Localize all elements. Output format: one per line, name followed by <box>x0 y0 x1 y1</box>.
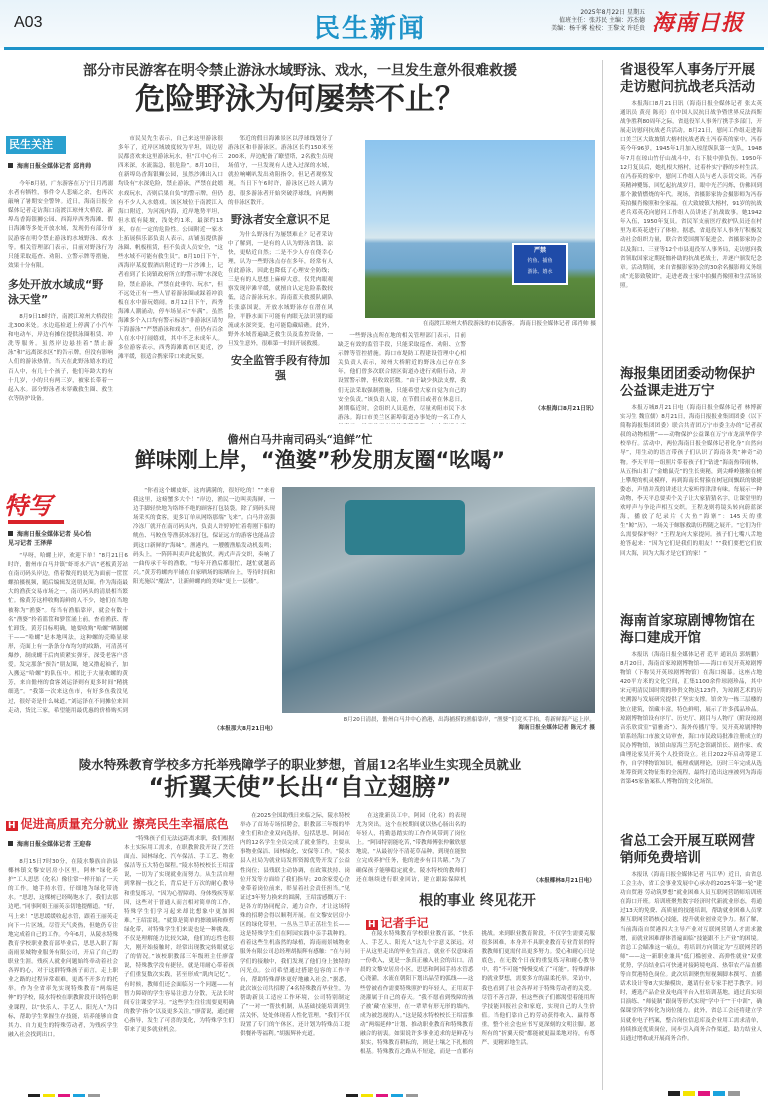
banner-tag: H <box>8 821 16 831</box>
sidebar-3-body: 本报讯（海南日报全媒体记者 范平 通讯员 郭炳鹏）8月20日，海南首家琼剧博物馆——海口市吴开英琼剧博物馆（下称吴开英琼剧博物馆）在海口揭幕。这座占地420平方米的文化空间，汇集1100余件琼剧珍品，其中宋元明清民国时期的珍贵文物达123件，为琼剧艺术的历史溯源与发展研究提供了坚实支撑。馆舍为一栋三层楼的独立建筑，馆藏丰富，特色鲜明，展示了许多孤品珍品。琼剧博物馆设有序厅、历史厅、剧目与人物厅（附设琼剧音乐欣赏室“留雅斋”）、海外传播厅等。吴开英琼剧博物馆系经海口市旅文局审查，海口市民政局批准注册成立的民办博物馆，该馆由原海兰芳纪念馆副馆长、剧作家、戏曲理论家吴开英个人投资设立。社日2022年启动筹建工作，自学博物馆知识，梳理戏剧理论，历时三年完成从选址筹资到文物征集的全流程，最终打造出这座被列为海南省第45家备案私人博物馆的文化场馆。 <box>620 652 762 786</box>
story2-body-1: “早呀，哈螺上岸，欢迎下单！”8月21日6时许，儋州市白马井镇“虾哥水产店”老板黄芳站在南司码头岸边，借着微亮的晨光为面前一筐筐螺拍摄视频，随后编辑发送朋友圈。作为海南最大的渔获交易市场之一，南司码头的清晨相当繁忙。像黄芳这样收购海鲜的人不少，她们在当地被称为“渔婆”。每当有渔船靠岸，就会有数十名“渔婆”拎着篮筐和箩筐涌上前，查看渔获、帮忙卸货。黄芳目标明确，她要收购“哈螺”晒制螺干——“哈螺”是本地叫法，这种螺的壳略显球形，壳面上有一条条分布均匀的纹路，可清蒸可爆炒，制成螺干后肉质紧实弹牙，深受老客户喜爱。发完那条“预告”朋友圈，她又撸起袖子，加入搬运“哈螺”的队伍中。相比于大量收螺的黄芳，来自儋州的食客刘运泽则有更多时间“精挑细选”。“我第一次来这鱼市，有好多鱼我没见过，很好奇是什么味道。”刘运泽在不同摊位来回走动，货比三家，希望能用最优惠的价格购买到 <box>8 553 128 714</box>
sidebar-4-title: 省总工会开展互联网营销师免费培训 <box>620 833 755 866</box>
story3-body-4: 在这批新员工中，阿园（化名）的表现尤为突出。这个在校期间就以热心肠出名的年轻人，将勤恳踏实的工作作风带到了岗位上。“阿园特别能吃苦，”带教师傅张仲徽欣慰地说，“从最初分不清花草品种，到现在能独立完成养护任务，他的进步有目共睹。”为了确保孩子能够稳定就业，陵水特校的教师们还在继续进行职业回访，建立跟踪保障机 <box>356 813 466 883</box>
story1-body-5: 一些野泳点所在地的相关管理部门表示，目前缺乏有效的监管手段，只能采取巡查、劝阻、立警示牌等管控措施。海口市堤防工程建设管理中心相关负责人表示，琼州大桥附近的野泳点已存在多年，他们曾多次联合辖区街道办进行劝阻行动，并设置警示牌，但收效甚微。“由于缺少执法支撑，我们无法采取强制措施，只能希望大家自觉为自己的安全负责。”该负责人说，在节假日或者在休息日，暑期临近时，会组织人员巡查，尽量劝阻市民下水游泳。海口市美兰区新埠街道办事处的一名工作人 <box>338 333 466 421</box>
story1-byline: 海南日报全媒体记者 邱肖帅 <box>8 162 118 171</box>
story1-title: 危险野泳为何屡禁不止？ <box>135 82 465 117</box>
sidebar-4-body: 本报讯（海南日报全媒体记者 马江华）近日，由省总工会主办，省工会事业发展中心承办的2025年第一轮“建功自贸港 劳动筑梦想”就业困难人员互联网营销师培训班在海口开班。培训班聚焦数字经济时代新就业形态，将通过13天的免费、高质量的技能培训，帮助就业困难人员掌握互联网营销核心技能，提升就业创业竞争力。据了解，当前海南自贸港四大主导产业对互联网营销人才需求激增，而就业困难群体普遍面临“技能跟不上产业”的困境。省总工会瞄准这一痛点，将培训方向锁定为“互联网营销师”——这一新职业兼具“低门槛创业、高弹性就业”双重优势，学员结业后可快速对接跨境电商、热带农产品直播等自贸港特色岗位。此次培训聚焦短视频脚本撰写、直播话术设计等8大实操模块，邀请行业专家手把手教学。同时，遴选产品企业及电商平台入驻培训基地，通过真实项目演练、“师徒制”跟岗等形式实现“学中干”“干中训”，确保课堂所学转化为岗位能力。此外，省总工会还将建立学员就业电子档案，整合岗位信息库及企业用工需求清单，持续推送优质岗位，同步引入商务合作渠道，助力结业人员通过增收或开展商务合作。 <box>620 872 762 1042</box>
story1-body-3: 邻近的假日海滩景区以浮球线划分了游泳区和非游泳区。游泳区长约150米至200米，岸边配备了瞭望塔，2名救生员现场值守，一旦发现有人进入过深的水域，就拉响喇叭发出劝阻指令。但记者观察发现，当日下午6时许，游泳区已经人满为患，很多游泳者开始突破浮球线，向两侧的非泳区散开。 <box>228 136 333 206</box>
story2-col-2 <box>133 487 275 707</box>
story3-body-2: “特殊孩子们无法远距离求职，我们根据本土实际用工需求，在职教阶段开设了烹饪面点、园林绿化、汽车保洁、手工艺、物业保洁等五大特色课程。”陵水特校校长王绍雷说，一切为了实现就业而努力。从生活自理到掌握一技之长，背后是千万次的耐心教导和重复练习。“因为心智障碍、身体残疾等原因，这些对于普通人而言相对简单的工作，特殊学生们学习起来却比想象中更加困难。”王绍雷说。“就算是简单的擦玻璃和修剪绿化带，对特殊学生们来说也是一种挑战。不仅是理解能力比较欠缺，他们的忘性也很大，刚开始接触时，经常出现教完转眼就忘了的情况。”该校职教部三年级班主任廖蕾说，特殊教学没有捷径，就是用耐心带着孩子们重复数次实践，甚至形成“肌肉记忆”。有时候，教师们还会面临另一个问题——有智力障碍的学生容易注意力分散，无法长时间专注课堂学习。“这些学生往往需要更明确的教学‘指令’以及更多关注。”廖蕾说，通过耐心指导，发生了可喜的变化，为特殊学生们带来了更多就业机会。 <box>124 836 234 1033</box>
photo-riverside-swimmers <box>365 140 595 318</box>
story2-kicker: 儋州白马井南司码头“追鲜”忙 <box>227 433 373 446</box>
sidebar-1-body: 本报海口8月21日讯（海南日报全媒体记者 张太英 通讯员 黄亮 陈亮）在中国人民抗日战争暨世界反法西斯战争胜利80周年之际，省退役军人事务厅携手多部门，开展走访慰问抗战老兵活动。8月21日，慰问工作组走进海口美兰区大致坡镇大榕村抗战老战士冯春英的家中。冯春英今年96岁，1945年1月加入琼崖纵队第一支队，1948年7月在琼山竹仔山战斗中，右下肢中弹负伤。1950年12月复员后，她扎根大榕村，过着朴实宁静的乡村生活。在冯春英的家中，慰问工作组人员与老人亲切交谈。冯春英精神矍铄，回忆起抗战岁月，眼中光芒闪烁，仿佛回到那个激情燃烧的年代。现场，省摄影家协会摄影师为冯春英拍摄肖像照和全家福。在大致坡镇大榕村，91岁的抗战老兵邓英花向慰问工作组人员讲述了抗战故事。她1942年入伍，1950年复员。省民军支前医疗救护队员还在村里为邓英花进行了体检。据悉，省退役军人事务厅积极发动社会组织力量，联合省爱国拥军促进会、省摄影家协会以及海口、三亚等12个市县退役军人事务局，走访慰问我省领取国家定期抚恤补助的抗战老战士，并逐户颁发纪念章。活动期间，来自省摄影家协会的30余名摄影师义务组成“光影致敬团”，走进老战士家中拍摄肖像照和生活场景照。 <box>620 101 762 289</box>
note-title: 根的事业 终见花开 <box>419 893 536 909</box>
sidebar-1-title: 省退役军人事务厅开展走访慰问抗战老兵活动 <box>620 62 755 95</box>
newspaper-logo: 海南日报 <box>652 10 745 36</box>
note-header <box>366 912 456 931</box>
header-divider <box>4 47 764 50</box>
story3-col-1 <box>8 858 118 1090</box>
texie-underline <box>8 520 64 524</box>
story1-body-4: 为什么野泳行为屡禁难止？记者采访中了解到，一是有的人认为野泳省钱、凉快，更贴近自然；二是不少人存在侥幸心理，认为一些野泳点存在多年，经常有人在此游泳，因此也降低了心理安全防线；三是有的人思想上麻痹大意，仅凭肉眼观察发现岸滩平缓，就擅自认定危险系数较低，适合游泳玩水。海南蓝天救援队副队长张嘉国说，开放水域野泳存在潜在风险，平静水面下可能有肉眼无法识别的暗流或水深突变，也可能隐藏暗礁。此外，野外水域普遍缺乏救生员及监控设备，一旦发生意外，很难第一时间开展救援。 <box>228 231 333 347</box>
page-number: A03 <box>14 14 43 31</box>
story3-title: “折翼天使”长出“自立翅膀” <box>148 773 452 801</box>
photo-boat <box>345 500 465 555</box>
story1-dateline: （本报海口8月21日讯） <box>534 406 597 412</box>
column-tag-minsheng: 民生关注 <box>6 136 66 154</box>
story1-col-1 <box>8 180 113 420</box>
note-body: 在陵水特殊教育学校职业教育部，“快乐人、手艺人、阳光人”这九个字意义深远。对于从这里走出的毕业生而言，就业不仅意味着一份收入，更是一条真正融入社会的出口。清晨的文黎安居房小区，思思和阿园手持水管悉心浇灌，水流在朝阳下划出晶莹的弧线——这些曾被看作需要特殊照护的年轻人，正用双手浇灌属于自己的春天。“我不愿看到残障的孩子被‘藏’在家里，在一辈辈有形无形的墙内，成为被忽视的人。”这是陵水特校校长王绍雷推动“两端延伸”计划、推动职业教育和特殊教育融合的初衷。如果说许多事业追求的是鲜花与果实，特殊教育耕耘的，则是土壤之下扎根的根基。特殊教育之路从不短途，而是一直都有挑战。来到职业教育阶段，不仅学生需要克服很多困难，本身并不具职业教育专业背景的特教教师们更需付出更多努力。爱心和耐心只是底色，在无数个日夜的重复练习和耐心教导中，将“不可能”慢慢变成了“可能”。特殊群体的就业梦想，需要多方的温柔托举。采访中，我也看到了社会各界对于特殊劳动者的关爱。尽管不善言辞，但这些孩子们都渴望着能用所学技能回报社会和家庭，实现自己的人生价值。当他们靠自己的劳动获得收入、赢得尊重，整个社会也应书写更深刻的文明注脚。愿所有的“折翼天使”都能被更温柔地对待，有尊严、更精彩地生活。 <box>360 931 595 1056</box>
photo2-credit: 海南日报全媒体记者 陈元才 摄 <box>518 725 595 731</box>
story3-byline: 海南日报全媒体记者 王迎春 <box>8 840 128 849</box>
story3-col-3 <box>240 812 350 1095</box>
story2-byline: 海南日报全媒体记者 吴心怡 见习记者 王泽萍 <box>8 530 128 548</box>
story3-col-4 <box>356 812 466 884</box>
sidebar-3-body-wrap <box>620 651 762 803</box>
sidebar-divider <box>602 60 603 1090</box>
story3-col-2 <box>124 835 234 1095</box>
sidebar-1-body-wrap <box>620 100 762 300</box>
photo2-caption: 8月20日清晨，儋州白马井中心渔港，出海捕捞的渔船靠岸，“渔婆”们竞买手抬，将新鲜海产运上岸。 <box>343 717 595 723</box>
note-body-cols <box>360 930 595 1065</box>
note-tag-icon: H <box>368 920 376 930</box>
color-registration-bar-1 <box>28 1084 103 1097</box>
story2-body-2: “你看这个螺皮虾，这肉满满的，很好吃的！”“来看我这里，这螃蟹多大个！”岸边，渔民一边叫卖海鲜，一边手脚轻快地为络绎不绝的顾客打包装袋。除了到码头现场采买的食客，更多订单从网络那端“飞来”。白马井富强冷冻厂就开在南司码头内，负责人许婷婷忙着将刚下船的鱿鱼、马鲛鱼等渔获冰冻打包，保证远方的游客也能品尝到这口新鲜的“海味”。渔港内，一艘艘渔船发动机轰鸣；码头上，一阵阵叫卖声此起彼伏。两式声音交织，奏响了一曲传承千年的渔歌。“每年开渔后都很忙，越忙就越高兴。”黄芳将螺肉平铺在自家晒场的晾晒台上，等待时间和阳光施以“魔法”，让新鲜螺肉的美味“更上一层楼”。 <box>133 488 275 585</box>
sidebar-4-body-wrap <box>620 871 762 1075</box>
note-tag: 记者手记 <box>380 916 429 930</box>
sidebar-2-body-wrap <box>620 404 762 596</box>
warning-sign <box>512 243 568 285</box>
story1-lead: 今年8月初，广东游客在万宁日月湾溺水者有牺牲，事件令人悲痛之余，也再次敲响了暑期安全警钟。近日，海南日报全媒体记者走访海口南渡江琼州大桥段、新埠岛香海银狮公园、西海岸西秀海滩、假日海滩等多处开放水域，发现仍有部分市民游客在明令禁止游泳的水域野泳、戏水等。相关管理部门表示，目前对野泳行为只能采取巡查、劝阻、立警示牌等措施，效果十分有限。 <box>8 181 113 269</box>
sign-line-1: 钓鱼、捕鱼 <box>527 258 553 264</box>
story1-subhead-1: 多处开放水域成“野泳天堂” <box>8 277 104 306</box>
sign-title: 严禁 <box>533 247 546 254</box>
color-registration-bar-2 <box>346 1084 421 1097</box>
story3-dateline: （本报椰林8月21日电） <box>532 878 595 884</box>
story1-body-1: 8月9日18时许，南渡江琼州大桥段往北300米处。水边巡检道上停满了小汽车和电动车，岸边有摊位提供泳圈租赁、冲洗等服务。虽然岸边悬挂着“禁止游泳”和“远离深水区”的告示牌，但没有影响人们的游泳热情。当天在此野泳嬉水的近百人中，有几十个孩子，他们年龄大的有十几岁，小的只有两三岁，被家长带着一起入水。部分野泳者未穿戴救生圈、救生衣等防护设备。 <box>8 313 113 402</box>
section-title: 民生新闻 <box>313 14 426 44</box>
story1-kicker: 部分市民游客在明令禁止游泳水域野泳、戏水，一旦发生意外很难救援 <box>83 63 517 79</box>
editors-line-2: 美编：杨千雾 检校：王黎文 许廷贵 <box>551 25 645 32</box>
story1-body-2: 市民吴先生表示，自己来这里游泳很多年了，近岸区域坡度较为平坦，周边居民都喜欢来这里游泳玩水，但“江中心有三四米深，水流湍急，很危险”。8月10日，在新埠岛香海银狮公园，虽然沙滩出入口均设有“水深危险，禁止游泳，严禁在此嬉水戏玩水，否则后果自负”的警示牌，但仍有不少人入水嬉戏。该区域位于南渡江入海口附近，为河流内海，近岸地势平坦，但水底有陡坡，浅处约1米，最深约13米，存在一定的危险性。公园附近一家水上拓展俱乐部负责人表示，店铺虽提供游泳圈、帆板租赁，但不负责人员安全，“这些水域不可能有救生员”。8月10日下午，西海岸某度假酒店附近的一片沙滩上，记者看到了长岗镇政府所立的警示牌“水深危险，禁止游泳，严禁在此垂钓、玩水”，但不远处正有一些人冒着游泳圈或踩着冲浪板在水中游玩嬉闹。8月12日下午，西秀海滩人潮涌动，停车场显示“车满”。虽然海滩多个入口均有警示标语“非游泳区请勿下海游泳”“严禁游泳和戏水”，但仍有百余人在水中打闹嬉戏，其中不乏未成年人。多位游客表示，西秀海滩离市区更近，沙滩平缓，很适合携家带口来此玩耍。 <box>118 136 223 361</box>
story1-col-3 <box>228 135 333 420</box>
story3-kicker: 陵水特殊教育学校多方托举残障学子的职业梦想，首届12名毕业生实现全员就业 <box>78 757 522 772</box>
photo1-caption: 在南渡江琼州大桥段游泳的市民游客。 海南日报全媒体记者 邱肖帅 摄 <box>422 321 596 327</box>
story2-dateline: （本报那大8月21日电） <box>213 726 276 732</box>
story3-body-1: 8月15日7时30分，在陵水黎族自治县椰林镇文黎安居房小区里，阿林“绿化养护”工人思思（化名）像往常一样开始了一天的工作。她手持水管，仔细地为绿化带浇水。“思思，这棵树已经喝饱水了，我们去那边吧。”同事阿姐王丽英亲切地提醒道。“好，马上来！”思思缓缓收起水管，跟着王丽英走向下一片区域。尽管天气炎热，但她仍专注地完成着自己的工作。今年6月，从陵水特殊教育学校职业教育部毕业后，思思入职了海南雨景城物业服务有限公司，开启了自己的职业生涯。残疾人就业问题始终牵动着社会各界的心，对于这群特殊孩子而言，走上职业之路的过程异常艰难，更离不开多方的托举。作为全省率先实现特殊教育“两端延伸”的学校，陵水特校在职教阶段开设特色职业课程，以“快乐人、手艺人、阳光人”为目标，帮助学生掌握生存技能，培养能够自食其力、自力更生的特殊劳动者，为残疾学生融入社会找到出口。 <box>8 859 118 1038</box>
sidebar-2-body: 本报万城8月21日电（海南日报全媒体记者 林博新 实习生 魏宣儒）8月21日，海南日报报业集团团委（以下简称海报集团团委）联合共青团万宁市委主办的“记者叔叔的动物相册”——动物保护公益课在万宁市龙滚华侨学校举行。活动中，两位海南日报全媒体记者化身“自然向导”，用生动的语言带孩子们认识了海南各类“神奇”动物。李天平用一组照片带着孩子们“钻进”海南热带雨林，从五指山扣了“金蟾鼠壳”的生长奥秘，到尖峰岭猕猴在树上攀爬的机灵模样，再到海南长臂猿在树冠间飘跃的敏捷姿态，声情并茂的讲述让大家听得津津有味。每展示一种动物，李天平总要卖个关子让大家猜猜名字，让课堂里的欢呼声与争论声相互交织。王程龙则将镜头转向蔚蓝深海，播放了纪录片《大鱼“海寨”：145天的重生“鲸”历》，一场关于鲸豚救助历程随之展开。“它们为什么需要保护呀？”王程龙向大家提问。孩子们七嘴八舌地抢答起来：“因为它们是我们的朋友！”“我们要把它们放回大海，因为大海才是它们的家！” <box>620 405 762 557</box>
story2-col-1 <box>8 552 128 714</box>
sidebar-2-title: 海报集团团委动物保护公益课走进万宁 <box>620 366 755 399</box>
story1-col-2 <box>118 135 223 420</box>
editors-line-1: 值班主任：张苏民 主编：苏杰德 <box>559 17 645 24</box>
column-tag-texie: 特写 <box>4 491 52 520</box>
story3-banner <box>6 813 266 832</box>
story1-subhead-2: 野泳者安全意识不足 <box>231 212 330 226</box>
sidebar-3-title: 海南首家琼剧博物馆在海口建成开馆 <box>620 613 755 646</box>
banner-text: 促进高质量充分就业 擦亮民生幸福底色 <box>20 817 229 831</box>
story1-col-4 <box>338 332 466 424</box>
story3-body-3: 在2025全国助残日来临之际，陵水特校举办了首场专场招聘会，职教部三年级的毕业生们和企业双向选择，包括思思、阿园在内的12名学生全员完成了就业签约，主要从事物业保洁、园林绿化、安保等工作。“陵水县人社局为就业局发挥资源优势开发了公益性岗位；县残联主动协调，在政策扶持、岗位开发等方面给了我们指导；20余家爱心企业带着岗位前来，彰显着社会责任担当。”见证过3年努力换来的圆满，王绍雷感慨万千：是各方的协同配合，通力合作，才让这场特殊的招聘会得以顺利开展。在文黎安居房小区的绿化带里，一丛丛兰草正茁壮生长——这是特殊学生们在阿园实践中亲手栽种的。看着这些生机盎然的绿植，海南雨景城物业服务有限公司总经理胡振辉有感触：“在与同学们的接触中，我们发现了他们身上独特的闪光点。公司希望通过搭建包容的工作平台，帮助特殊群体更好地融入社会。”据悉，此次该公司共招聘了4名特殊教育毕业生。为帮助新员工适应工作环境，公司特别制定了“一对一”帮扶机制，从基础技能培训到生活关怀，处处体现着人性化管理。“我们不仅设置了专门的午休区，还计划为特殊员工提供餐补等福利。”胡振辉补充道。 <box>240 813 350 1038</box>
masthead-meta <box>395 9 645 33</box>
color-registration-bar-3 <box>668 1081 743 1097</box>
issue-date: 2025年8月22日 星期五 <box>580 9 645 16</box>
sign-line-2: 游泳、嬉水 <box>527 269 553 275</box>
story2-title: 鲜味刚上岸，“渔婆”秒发朋友圈“吆喝” <box>134 448 506 472</box>
story1-subhead-3: 安全监管手段有待加强 <box>231 353 330 382</box>
